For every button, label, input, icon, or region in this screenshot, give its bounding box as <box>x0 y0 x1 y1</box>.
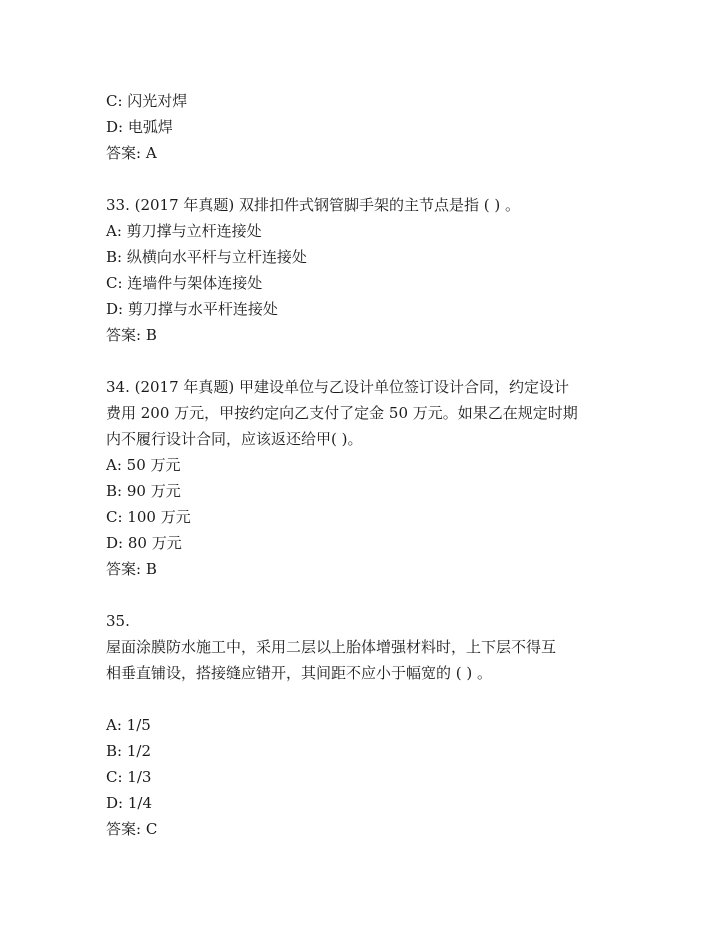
option-d: D: 1/4 <box>106 794 152 812</box>
spacer <box>106 582 666 608</box>
question-stem: 33. (2017 年真题) 双排扣件式钢管脚手架的主节点是指 ( ) 。 <box>106 196 521 214</box>
spacer <box>106 348 666 374</box>
answer: 答案: C <box>106 820 158 838</box>
option-c: C: 连墙件与架体连接处 <box>106 274 263 292</box>
question-32 <box>106 88 666 166</box>
question-stem-line: 屋面涂膜防水施工中，采用二层以上胎体增强材料时，上下层不得互 <box>106 638 557 656</box>
answer: 答案: B <box>106 326 157 344</box>
spacer <box>106 166 666 192</box>
option-d: D: 剪刀撑与水平杆连接处 <box>106 300 278 318</box>
answer: 答案: B <box>106 560 157 578</box>
question-35 <box>106 608 666 842</box>
option-b: B: 1/2 <box>106 742 151 760</box>
option-a: A: 剪刀撑与立杆连接处 <box>106 222 262 240</box>
question-33 <box>106 192 666 348</box>
exam-document <box>106 88 666 842</box>
answer: 答案: A <box>106 144 157 162</box>
question-stem-line: 相垂直铺设，搭接缝应错开，其间距不应小于幅宽的 ( ) 。 <box>106 664 493 682</box>
option-d: D: 电弧焊 <box>106 118 173 136</box>
question-stem-line: 费用 200 万元，甲按约定向乙支付了定金 50 万元。如果乙在规定时期 <box>106 404 578 422</box>
option-d: D: 80 万元 <box>106 534 182 552</box>
question-stem-line: 34. (2017 年真题) 甲建设单位与乙设计单位签订设计合同，约定设计 <box>106 378 570 396</box>
question-number: 35. <box>106 612 130 630</box>
question-34 <box>106 374 666 582</box>
question-stem-line: 内不履行设计合同，应该返还给甲( )。 <box>106 430 363 448</box>
option-a: A: 50 万元 <box>106 456 181 474</box>
option-a: A: 1/5 <box>106 716 151 734</box>
option-c: C: 闪光对焊 <box>106 92 188 110</box>
option-b: B: 纵横向水平杆与立杆连接处 <box>106 248 307 266</box>
option-c: C: 100 万元 <box>106 508 191 526</box>
spacer <box>106 686 666 712</box>
option-b: B: 90 万元 <box>106 482 181 500</box>
option-c: C: 1/3 <box>106 768 152 786</box>
